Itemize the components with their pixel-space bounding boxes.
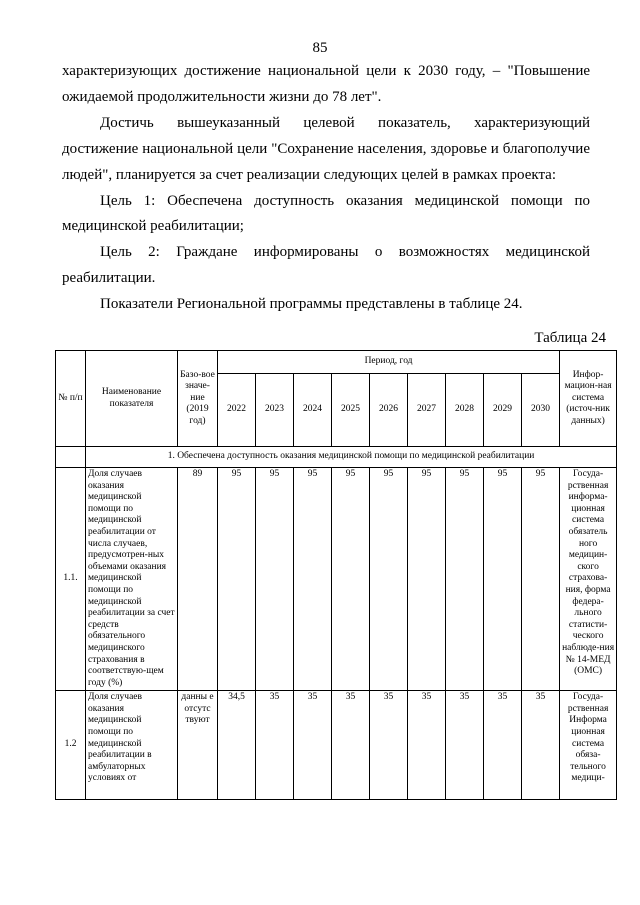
table-caption: Таблица 24: [534, 330, 606, 346]
header-source: Инфор-мацион-ная система (источ-ник данных): [560, 351, 617, 447]
row-value: 34,5: [218, 691, 256, 800]
indicators-table: [55, 350, 617, 800]
paragraph: Цель 1: Обеспечена доступность оказания медицинской помощи по медицинской реабилитации;: [62, 192, 590, 235]
row-value: 35: [294, 691, 332, 800]
row-value: 35: [408, 691, 446, 800]
header-base: Базо-вое значе-ние (2019 год): [178, 351, 218, 447]
header-year: 2022: [218, 374, 256, 447]
row-base: 89: [178, 468, 218, 691]
header-year: 2027: [408, 374, 446, 447]
table-section-row: [56, 447, 617, 468]
row-source: Госуда-рственная Информа ционная система обяза-тельного медици-: [560, 691, 617, 800]
row-value: 95: [446, 468, 484, 691]
header-year: 2029: [484, 374, 522, 447]
paragraph: Цель 2: Граждане информированы о возможностях медицинской реабилитации.: [62, 244, 590, 287]
row-value: 35: [370, 691, 408, 800]
row-base: данны е отсутс твуют: [178, 691, 218, 800]
header-num: № п/п: [56, 351, 86, 447]
table-header-row: [56, 351, 617, 374]
row-value: 35: [332, 691, 370, 800]
row-value: 35: [256, 691, 294, 800]
paragraph: характеризующих достижение национальной цели к 2030 году, – "Повышение ожидаемой продолжительности жизни до 78 лет".: [62, 63, 590, 105]
row-value: 95: [218, 468, 256, 691]
row-name: Доля случаев оказания медицинской помощи по медицинской реабилитации от числа случаев, предусмотрен-ных объемами оказания медицинской помощи по медицинской реабилитации за счет средств обязательного медицинского страхования в соответствую-щем году (%): [86, 468, 178, 691]
row-value: 95: [370, 468, 408, 691]
header-year: 2030: [522, 374, 560, 447]
header-period: Период, год: [218, 351, 560, 374]
row-value: 95: [256, 468, 294, 691]
page-number: 85: [312, 40, 328, 56]
row-num: 1.2: [56, 691, 86, 800]
header-year: 2023: [256, 374, 294, 447]
section-title: 1. Обеспечена доступность оказания медицинской помощи по медицинской реабилитации: [86, 447, 617, 468]
header-year: 2026: [370, 374, 408, 447]
row-value: 95: [522, 468, 560, 691]
row-value: 35: [484, 691, 522, 800]
row-source: Госуда-рственная информа-ционная система обязатель ного медицин-ского страхова-ния, форма федера-льного статисти-ческого наблюде-ния № 14-МЕД (ОМС): [560, 468, 617, 691]
row-name: Доля случаев оказания медицинской помощи по медицинской реабилитации в амбулаторных условиях от: [86, 691, 178, 800]
header-year: 2025: [332, 374, 370, 447]
table-row: [56, 468, 617, 691]
row-value: 35: [446, 691, 484, 800]
header-name: Наименование показателя: [86, 351, 178, 447]
section-spacer: [56, 447, 86, 468]
paragraph: Достичь вышеуказанный целевой показатель, характеризующий достижение национальной цели "Сохранение населения, здоровье и благополучие людей", планируется за счет реализации следующих целей в рамках проекта:: [62, 114, 590, 183]
row-num: 1.1.: [56, 468, 86, 691]
header-year: 2028: [446, 374, 484, 447]
row-value: 35: [522, 691, 560, 800]
paragraph: Показатели Региональной программы представлены в таблице 24.: [100, 296, 523, 313]
table-row: [56, 691, 617, 800]
row-value: 95: [332, 468, 370, 691]
body-text: [62, 59, 590, 318]
row-value: 95: [484, 468, 522, 691]
row-value: 95: [294, 468, 332, 691]
header-year: 2024: [294, 374, 332, 447]
row-value: 95: [408, 468, 446, 691]
